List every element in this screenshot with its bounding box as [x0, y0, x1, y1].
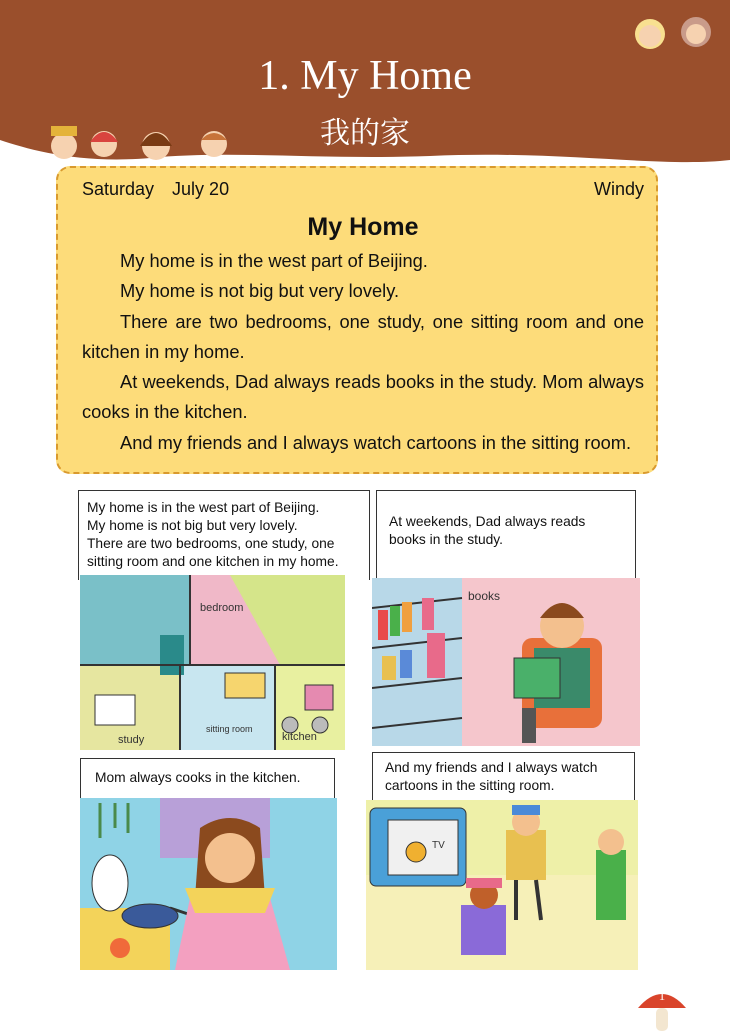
- children-faces-illustration: [44, 116, 244, 166]
- caption-line: There are two bedrooms, one study, one: [87, 536, 335, 551]
- panel-4-caption: [372, 752, 635, 802]
- diary-date: [82, 179, 247, 200]
- caption-line: books in the study.: [389, 532, 504, 547]
- caption-line: sitting room and one kitchen in my home.: [87, 554, 339, 569]
- page-number: 1: [658, 988, 666, 1003]
- caption-line: cartoons in the sitting room.: [385, 778, 555, 793]
- mom-cooking-illustration: [80, 798, 337, 970]
- panel-3-caption: [80, 758, 335, 800]
- diary-meta: [82, 179, 644, 200]
- page-subtitle: 我的家: [320, 116, 410, 151]
- dad-reading-illustration: [372, 578, 640, 746]
- diary-paragraph: My home is in the west part of Beijing.: [120, 250, 428, 271]
- page-number-badge: [636, 986, 688, 1031]
- diary-weather: Windy: [593, 179, 644, 199]
- floor-plan-illustration: [80, 575, 345, 750]
- books-label: books: [468, 589, 501, 603]
- caption-line: My home is not big but very lovely.: [87, 518, 298, 533]
- sitting-room-label: sitting room: [206, 724, 253, 734]
- study-label: study: [118, 734, 145, 746]
- caption-line: And my friends and I always watch: [385, 760, 598, 775]
- diary-day: Saturday: [82, 179, 155, 199]
- panel-2-caption: [376, 490, 636, 578]
- kitchen-label: kitchen: [282, 731, 317, 743]
- tv-label: TV: [432, 840, 445, 851]
- diary-box: [56, 166, 658, 474]
- diary-paragraph: There are two bedrooms, one study, one sitting room and one kitchen in my home.: [82, 310, 644, 362]
- diary-paragraph: And my friends and I always watch cartoons in the sitting room.: [120, 431, 632, 453]
- caption-line: My home is in the west part of Beijing.: [87, 500, 320, 515]
- kids-watching-tv-illustration: [366, 800, 638, 970]
- panel-1-caption: [78, 490, 370, 580]
- caption-line: Mom always cooks in the kitchen.: [95, 770, 301, 785]
- diary-paragraph: At weekends, Dad always reads books in the study. Mom always cooks in the kitchen.: [82, 371, 644, 423]
- page-title: 1. My Home: [258, 53, 472, 99]
- girls-faces-illustration: [628, 8, 720, 56]
- diary-date-text: July 20: [172, 179, 230, 199]
- bedroom-label: bedroom: [200, 602, 244, 614]
- diary-paragraph: My home is not big but very lovely.: [120, 280, 400, 302]
- diary-title: My Home: [307, 213, 419, 241]
- caption-line: At weekends, Dad always reads: [389, 514, 586, 529]
